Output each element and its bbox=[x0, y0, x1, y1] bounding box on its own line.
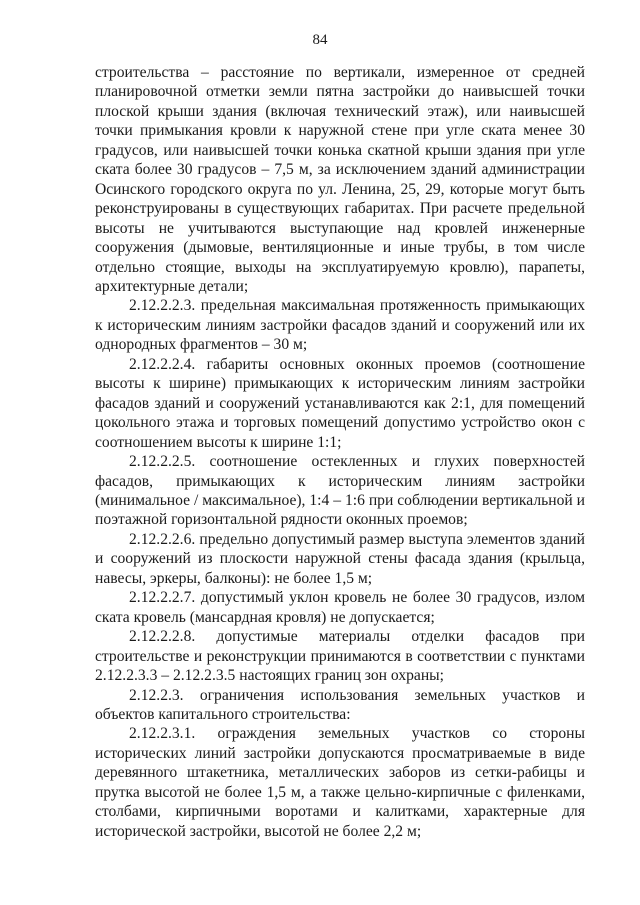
paragraph-2-12-2-2-4: 2.12.2.2.4. габариты основных оконных проемов (соотношение высоты к ширине) примыкающих к историческим линиям застройки фасадов зданий и сооружений устанавливаются как 2:1, для помещений цокольного этажа и торговых помещений допустимо устройство окон с соотношением высоты к ширине 1:1; bbox=[95, 355, 585, 451]
paragraph-building-height: строительства – расстояние по вертикали, измеренное от средней планировочной отметки земли пятна застройки до наивысшей точки плоской крыши здания (включая технический этаж), или наивысшей точки примыкания кровли к наружной стене при угле ската менее 30 градусов, или наивысшей точки конька скатной крыши здания при угле ската более 30 градусов – 7,5 м, за исключением зданий администрации Осинского городского округа по ул. Ленина, 25, 29, которые могут быть реконструированы в существующих габаритах. При расчете предельной высоты не учитываются выступающие над кровлей инженерные сооружения (дымовые, вентиляционные и иные трубы, в том числе отдельно стоящие, выходы на эксплуатируемую кровлю), парапеты, архитектурные детали; bbox=[95, 64, 585, 295]
paragraph-2-12-2-3-1: 2.12.2.3.1. ограждения земельных участков со стороны исторических линий застройки допускаются просматриваемые в виде деревянного штакетника, металлических заборов из сетки-рабицы и прутка высотой не более 1,5 м, а также цельно-кирпичные с филенками, столбами, кирпичными воротами и калитками, характерные для исторической застройки, высотой не более 2,2 м; bbox=[95, 725, 585, 840]
paragraph-2-12-2-2-5: 2.12.2.2.5. соотношение остекленных и глухих поверхностей фасадов, примыкающих к историческим линиям застройки (минимальное / максимальное), 1:4 – 1:6 при соблюдении вертикальной и поэтажной горизонтальной рядности оконных проемов; bbox=[95, 453, 585, 529]
paragraph-2-12-2-2-8: 2.12.2.2.8. допустимые материалы отделки фасадов при строительстве и реконструкции принимаются в соответствии с пунктами 2.12.2.3.3 – 2.12.2.3.5 настоящих границ зон охраны; bbox=[95, 628, 585, 685]
page-number: 84 bbox=[312, 32, 328, 48]
paragraph-2-12-2-2-6: 2.12.2.2.6. предельно допустимый размер выступа элементов зданий и сооружений из плоскости наружной стены фасада здания (крыльца, навесы, эркеры, балконы): не более 1,5 м; bbox=[95, 530, 585, 587]
document-body bbox=[95, 63, 585, 841]
paragraph-2-12-2-3: 2.12.2.3. ограничения использования земельных участков и объектов капитального строительства: bbox=[95, 686, 585, 723]
paragraph-2-12-2-2-7: 2.12.2.2.7. допустимый уклон кровель не более 30 градусов, излом ската кровель (мансардная кровля) не допускается; bbox=[95, 589, 585, 626]
paragraph-2-12-2-2-3: 2.12.2.2.3. предельная максимальная протяженность примыкающих к историческим линиям застройки фасадов зданий и сооружений или их однородных фрагментов – 30 м; bbox=[95, 297, 585, 354]
